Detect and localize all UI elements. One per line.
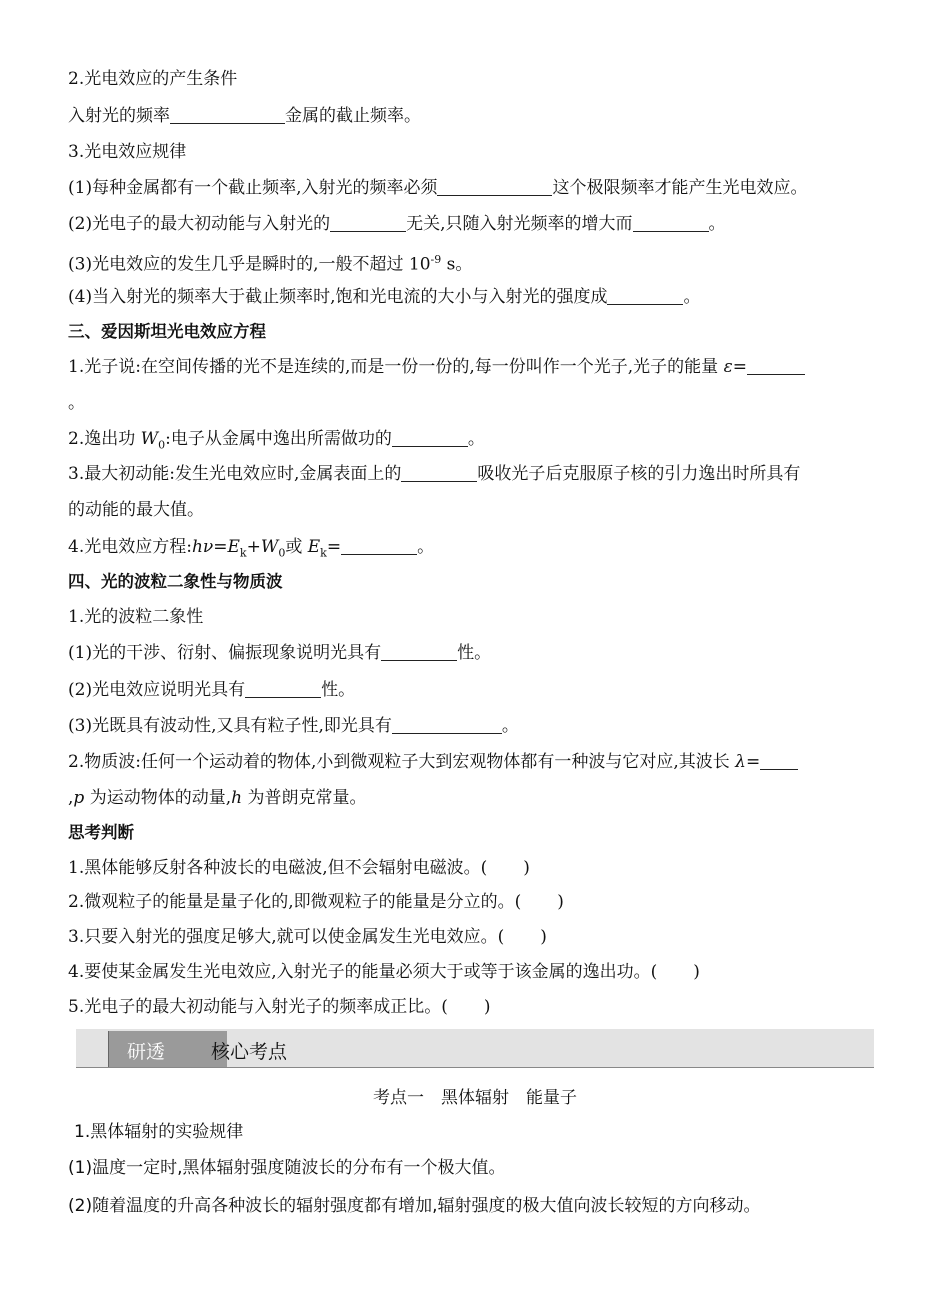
section-heading-einstein: 三、爱因斯坦光电效应方程 xyxy=(68,322,266,341)
judgment-item: 4.要使某金属发生光电效应,入射光子的能量必须大于或等于该金属的逸出功。( ) xyxy=(68,962,700,982)
core-points-banner xyxy=(76,1029,874,1069)
fill-blank[interactable] xyxy=(747,356,805,375)
heading-photoelectric-laws: 3.光电效应规律 xyxy=(68,142,187,162)
paragraph-law-4: (4)当入射光的频率大于截止频率时,饱和光电流的大小与入射光的强度成 。 xyxy=(68,287,701,307)
section-heading-wave-particle: 四、光的波粒二象性与物质波 xyxy=(68,572,283,591)
paragraph-law-1: (1)每种金属都有一个截止频率,入射光的频率必须 这个极限频率才能产生光电效应。 xyxy=(68,178,808,198)
fill-blank[interactable] xyxy=(437,177,552,196)
fill-blank[interactable] xyxy=(633,213,709,232)
paragraph-condition: 入射光的频率 金属的截止频率。 xyxy=(68,106,421,126)
paragraph-duality-3: (3)光既具有波动性,又具有粒子性,即光具有 。 xyxy=(68,716,519,736)
paragraph-matter-wave: 2.物质波:任何一个运动着的物体,小到微观粒子大到宏观物体都有一种波与它对应,其波长 λ= xyxy=(68,750,798,774)
fill-blank[interactable] xyxy=(381,642,457,661)
fill-blank[interactable] xyxy=(607,286,683,305)
paragraph-max-kinetic-end: 的动能的最大值。 xyxy=(68,500,204,520)
banner-tag: 研透 xyxy=(108,1031,227,1067)
fill-blank[interactable] xyxy=(341,536,417,555)
section-heading-think: 思考判断 xyxy=(68,823,134,842)
paragraph-duality-2: (2)光电效应说明光具有 性。 xyxy=(68,680,356,700)
paragraph-law-3: (3)光电效应的发生几乎是瞬时的,一般不超过 $10^{-9}$ s。 xyxy=(68,253,473,275)
paragraph-equation: 4.光电效应方程$:h\nu=E_k+W_0$或 $E_k=$ 。 xyxy=(68,537,435,560)
fill-blank[interactable] xyxy=(245,679,321,698)
fill-blank[interactable] xyxy=(401,463,477,482)
heading-photoelectric-conditions: 2.光电效应的产生条件 xyxy=(68,69,238,89)
paragraph-law-2: (2)光电子的最大初动能与入射光的 无关,只随入射光频率的增大而 。 xyxy=(68,214,726,234)
judgment-item: 1.黑体能够反射各种波长的电磁波,但不会辐射电磁波。( ) xyxy=(68,858,530,878)
fill-blank[interactable] xyxy=(760,751,798,770)
paragraph-blackbody-1: (1)温度一定时,黑体辐射强度随波长的分布有一个极大值。 xyxy=(68,1158,506,1178)
judgment-item: 3.只要入射光的强度足够大,就可以使金属发生光电效应。( ) xyxy=(68,927,547,947)
judgment-item: 5.光电子的最大初动能与入射光子的频率成正比。( ) xyxy=(68,997,491,1017)
fill-blank[interactable] xyxy=(392,715,502,734)
fill-blank[interactable] xyxy=(392,428,468,447)
paragraph-photon-theory-end: 。 xyxy=(68,393,85,413)
judgment-item: 2.微观粒子的能量是量子化的,即微观粒子的能量是分立的。( ) xyxy=(68,892,564,912)
fill-blank[interactable] xyxy=(330,213,406,232)
paragraph-work-function: 2.逸出功 $W_0$:电子从金属中逸出所需做功的 。 xyxy=(68,429,485,452)
paragraph-duality-1: (1)光的干涉、衍射、偏振现象说明光具有 性。 xyxy=(68,643,492,663)
paragraph-matter-wave-end: ,p 为运动物体的动量,h 为普朗克常量。 xyxy=(68,788,367,808)
heading-duality: 1.光的波粒二象性 xyxy=(68,607,204,627)
kaodian-title: 考点一 黑体辐射 能量子 xyxy=(373,1088,577,1108)
paragraph-blackbody-2: (2)随着温度的升高各种波长的辐射强度都有增加,辐射强度的极大值向波长较短的方向移动。 xyxy=(68,1196,761,1216)
paragraph-max-kinetic: 3.最大初动能:发生光电效应时,金属表面上的 吸收光子后克服原子核的引力逸出时所具有 xyxy=(68,464,801,484)
paragraph-photon-theory: 1.光子说:在空间传播的光不是连续的,而是一份一份的,每一份叫作一个光子,光子的能量 ε= xyxy=(68,355,805,379)
banner-title: 核心考点 xyxy=(211,1041,288,1063)
heading-blackbody-laws: 1.黑体辐射的实验规律 xyxy=(74,1122,244,1142)
fill-blank[interactable] xyxy=(170,105,285,124)
